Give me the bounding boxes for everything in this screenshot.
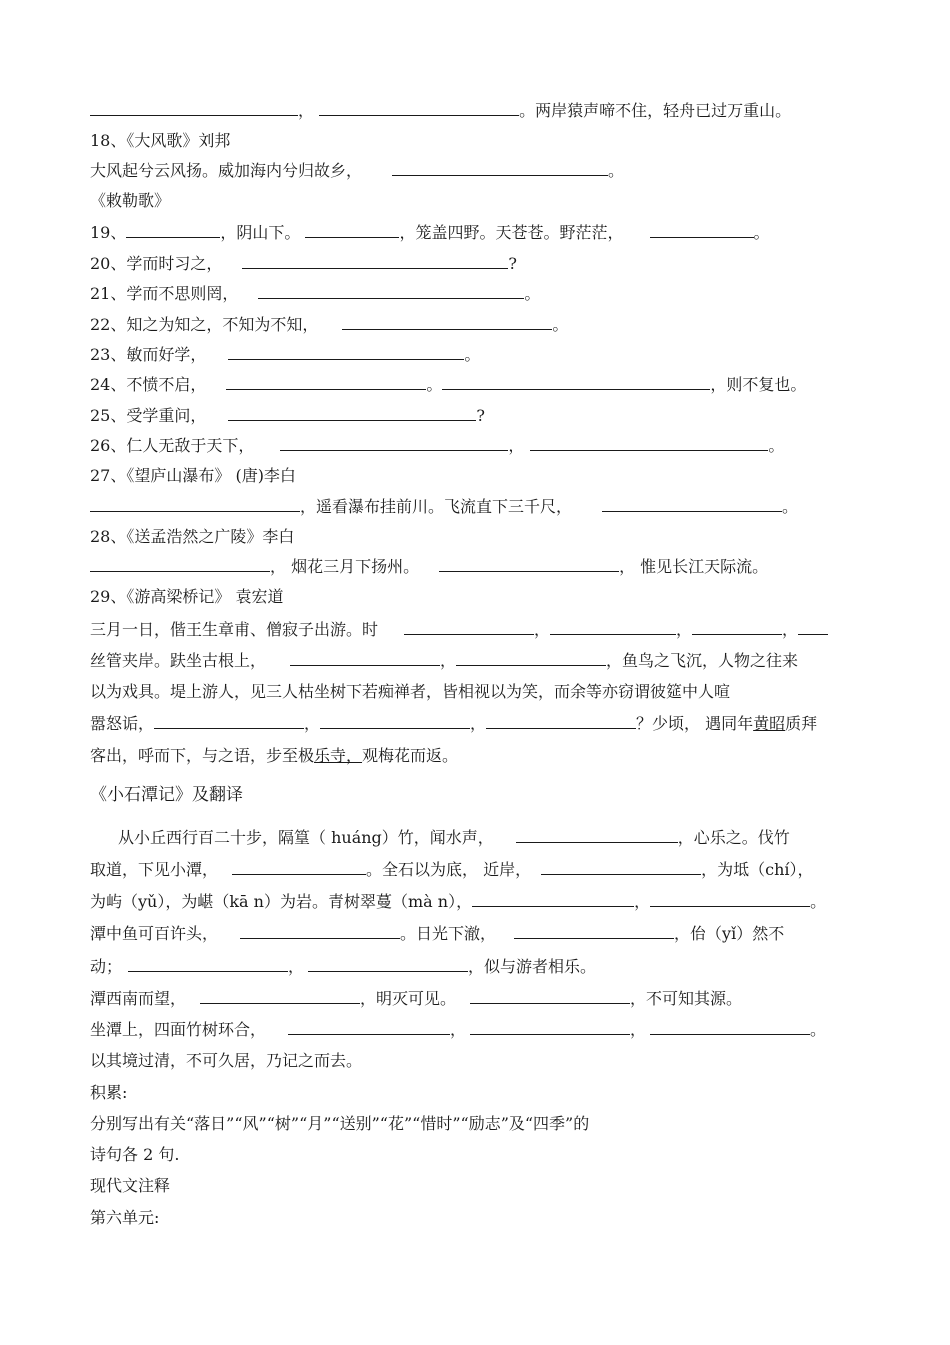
answer-blank[interactable]	[392, 160, 608, 176]
instruction-line: 分别写出有关“落日”“风”“树”“月”“送别”“花”“惜时”“励志”及“四季”的	[90, 1114, 590, 1133]
prose-line: 丝管夹岸。趺坐古根上， ， ，鱼鸟之飞沉，人物之往来	[90, 651, 799, 670]
answer-blank[interactable]	[290, 650, 440, 666]
answer-blank[interactable]	[516, 827, 678, 843]
answer-blank[interactable]	[320, 713, 470, 729]
answer-blank[interactable]	[240, 923, 400, 939]
answer-blank[interactable]	[442, 374, 710, 390]
question-20: 20、学而时习之， ?	[90, 254, 517, 273]
section-title: 《小石潭记》及翻译	[90, 785, 243, 805]
answer-blank[interactable]	[228, 405, 476, 421]
answer-blank[interactable]	[514, 923, 674, 939]
prose-line: 以为戏具。堤上游人，见三人枯坐树下若痴禅者，皆相视以为笑，而余等亦窃谓彼筵中人喧	[90, 682, 731, 701]
answer-blank[interactable]	[90, 496, 300, 512]
prose-line: 三月一日，偕王生章甫、僧寂子出游。时 ， ， ，	[90, 619, 828, 641]
question-25: 25、受学重问， ?	[90, 406, 485, 425]
answer-blank[interactable]	[342, 314, 552, 330]
question-23: 23、敏而好学， 。	[90, 345, 481, 364]
answer-blank[interactable]	[550, 619, 676, 635]
answer-blank[interactable]	[650, 222, 754, 238]
answer-blank[interactable]	[280, 435, 508, 451]
prose-line: 潭中鱼可百许头， 。日光下澈， ，佁（yǐ）然不	[90, 924, 785, 943]
prose-line: 客出，呼而下，与之语，步至极乐寺，观梅花而返。	[90, 746, 459, 765]
prose-line: 坐潭上，四面竹树环合， ， ， 。	[90, 1020, 827, 1039]
answer-blank[interactable]	[258, 283, 524, 299]
question-heading: 29、《游高梁桥记》 袁宏道	[90, 587, 284, 606]
answer-blank[interactable]	[308, 956, 468, 972]
question-21: 21、学而不思则罔， 。	[90, 284, 541, 303]
answer-blank[interactable]	[128, 956, 288, 972]
answer-blank[interactable]	[650, 1019, 810, 1035]
poem-title: 《敕勒歌》	[90, 191, 171, 210]
answer-blank[interactable]	[439, 556, 619, 572]
question-heading: 18、《大风歌》刘邦	[90, 131, 231, 150]
answer-blank[interactable]	[319, 100, 519, 116]
answer-blank[interactable]	[90, 100, 298, 116]
prose-line: 以其境过清，不可久居，乃记之而去。	[90, 1051, 363, 1070]
poem-line-wanzhongshan: ， 。两岸猿声啼不住，轻舟已过万重山。	[90, 100, 791, 122]
answer-blank[interactable]	[486, 713, 636, 729]
answer-blank[interactable]	[305, 222, 399, 238]
question-26: 26、仁人无敌于天下， ， 。	[90, 436, 785, 455]
answer-blank[interactable]	[798, 619, 828, 635]
answer-blank[interactable]	[90, 556, 270, 572]
section-label: 现代文注释	[90, 1176, 171, 1195]
question-19: 19、 ，阴山下。 ，笼盖四野。天苍苍。野茫茫， 。	[90, 223, 770, 242]
poem-line-dafengge: 大风起兮云风扬。威加海内兮归故乡， 。	[90, 161, 625, 180]
answer-blank[interactable]	[602, 496, 782, 512]
prose-line: 潭西南而望， ，明灭可见。 ，不可知其源。	[90, 989, 743, 1008]
answer-blank[interactable]	[126, 222, 220, 238]
answer-blank[interactable]	[226, 374, 426, 390]
answer-blank[interactable]	[228, 344, 464, 360]
question-heading: 28、《送孟浩然之广陵》李白	[90, 527, 295, 546]
question-22: 22、知之为知之，不知为不知， 。	[90, 315, 569, 334]
answer-blank[interactable]	[242, 253, 508, 269]
answer-blank[interactable]	[232, 859, 366, 875]
prose-line: 动； ， ，似与游者相乐。	[90, 957, 597, 976]
answer-blank[interactable]	[541, 859, 701, 875]
question-heading: 27、《望庐山瀑布》 (唐)李白	[90, 466, 296, 485]
answer-blank[interactable]	[288, 1019, 450, 1035]
question-24: 24、不愤不启， 。 ，则不复也。	[90, 375, 807, 394]
answer-blank[interactable]	[692, 619, 782, 635]
prose-line: 为屿（yǔ），为嵁（kā n）为岩。青树翠蔓（mà n）， ， 。	[90, 892, 827, 911]
answer-blank[interactable]	[470, 988, 630, 1004]
section-label: 第六单元:	[90, 1208, 160, 1227]
poem-line-lushan: ，遥看瀑布挂前川。飞流直下三千尺， 。	[90, 496, 798, 518]
section-label: 积累:	[90, 1083, 128, 1102]
instruction-line: 诗句各 2 句.	[90, 1145, 180, 1164]
answer-blank[interactable]	[154, 713, 304, 729]
answer-blank[interactable]	[456, 650, 606, 666]
prose-line: 从小丘西行百二十步，隔篁（ huáng）竹，闻水声， ，心乐之。伐竹	[118, 828, 790, 847]
answer-blank[interactable]	[650, 891, 810, 907]
answer-blank[interactable]	[470, 1019, 630, 1035]
answer-blank[interactable]	[200, 988, 360, 1004]
answer-blank[interactable]	[472, 891, 634, 907]
answer-blank[interactable]	[530, 435, 768, 451]
prose-line: 嚣怒诟， ， ， ？少顷， 遇同年黄昭质拜	[90, 714, 818, 733]
answer-blank[interactable]	[404, 619, 534, 635]
prose-line: 取道，下见小潭， 。全石以为底， 近岸， ，为坻（chí），	[90, 860, 814, 879]
poem-line-guangling: ， 烟花三月下扬州。 ， 惟见长江天际流。	[90, 556, 768, 578]
